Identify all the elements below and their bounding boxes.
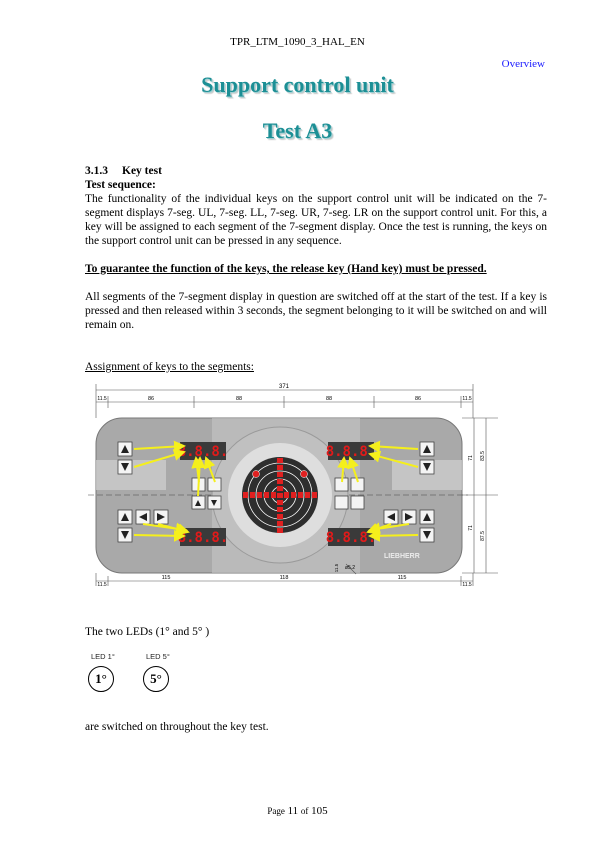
footer-page-number: 11 (287, 805, 299, 817)
footer-total-pages: 105 (311, 805, 328, 817)
page-title: Support control unit (201, 72, 394, 97)
indicator-led-left (253, 471, 260, 478)
section-heading (85, 164, 547, 178)
test-sequence-heading: Test sequence: (85, 179, 156, 191)
svg-text:8.8.8.: 8.8.8. (325, 530, 377, 546)
dim-bottom-right: 11.5 (462, 582, 472, 588)
section-number: 3.1.3 (85, 165, 108, 177)
footer-page-word: Page (267, 806, 285, 816)
dim-top-1: 86 (147, 396, 155, 402)
dim-right-3: 71 (468, 525, 474, 531)
dim-bottom-1: 115 (161, 575, 171, 581)
svg-text:8.8.8.: 8.8.8. (325, 444, 377, 460)
led-1-indicator: 1° (88, 666, 114, 692)
page-subtitle: Test A3 (262, 118, 333, 143)
dim-top-3: 88 (325, 396, 333, 402)
display-upper-left (178, 442, 229, 460)
dim-right-4: 87.5 (480, 531, 486, 541)
dim-overall: 371 (278, 384, 290, 390)
svg-text:8.8.8.: 8.8.8. (177, 444, 229, 460)
dim-right-2: 83.5 (480, 451, 486, 461)
svg-text:8.8.8.: 8.8.8. (177, 530, 229, 546)
document-id-header: TPR_LTM_1090_3_HAL_EN (230, 36, 365, 48)
overview-link[interactable]: Overview (501, 58, 545, 70)
display-upper-right (326, 442, 377, 460)
leds-intro: The two LEDs (1° and 5° ) (85, 626, 210, 638)
dim-top-2: 88 (235, 396, 243, 402)
release-key-warning: To guarantee the function of the keys, the release key (Hand key) must be pressed. (85, 263, 487, 275)
dim-top-left: 11.5 (97, 396, 107, 402)
description-paragraph: The functionality of the individual keys on the support control unit will be indicated on the 7-segment displays 7-seg. UL, 7-seg. LL, 7-seg. UR, 7-seg. LR on the support control unit. For this, a key will be assigned to each segment of the 7-segment display. Once the test is running, the keys on the support control unit can be pressed in any sequence. (85, 193, 547, 247)
led-5-indicator: 5° (143, 666, 169, 692)
control-unit-diagram (88, 378, 500, 588)
dim-bottom-left: 11.5 (97, 582, 107, 588)
brand-logo: LIEBHERR (384, 553, 420, 560)
indicator-led-right (301, 471, 308, 478)
dim-top-right: 11.5 (462, 396, 472, 402)
dim-bottom-3: 115 (397, 575, 407, 581)
key-center-right-3 (335, 496, 348, 509)
dim-hole: ø5.2 (344, 565, 356, 571)
leds-outro: are switched on throughout the key test. (85, 721, 269, 733)
key-center-right-4 (351, 496, 364, 509)
led-5-label: LED 5° (146, 652, 170, 661)
dim-right-1: 71 (468, 455, 474, 461)
dim-bottom-2: 118 (279, 575, 289, 581)
footer-of-word: of (300, 806, 309, 816)
assignment-heading: Assignment of keys to the segments: (85, 361, 254, 373)
led-1-label: LED 1° (91, 652, 115, 661)
page-footer (0, 805, 595, 817)
segments-paragraph: All segments of the 7-segment display in question are switched off at the start of the test. If a key is pressed and then released within 3 seconds, the segment belonging to it will be switched on and will remain on. (85, 291, 547, 331)
dim-top-4: 86 (414, 396, 422, 402)
section-title: Key test (122, 165, 162, 177)
dim-small-2: 11.5 (334, 563, 339, 573)
